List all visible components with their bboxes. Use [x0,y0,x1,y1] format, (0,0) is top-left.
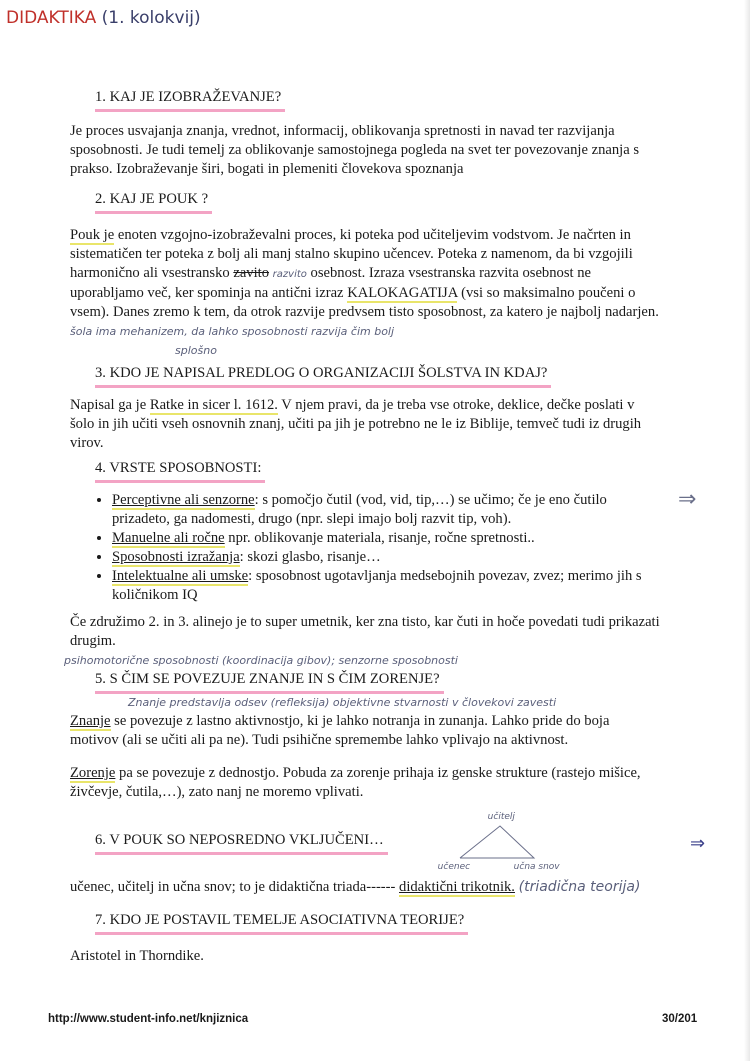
heading-7: 7. KDO JE POSTAVIL TEMELJE ASOCIATIVNA TEORIJE? [95,911,468,935]
term-pouk: Pouk je [70,227,115,243]
list-item [112,491,660,529]
list-item [112,548,660,567]
triangle-label-top: učitelj [487,812,515,822]
paragraph-6 [70,878,740,897]
list-item [112,567,660,605]
title-note: (1. kolokvij) [101,8,201,28]
list-item [112,529,660,548]
term-znanje: Znanje [70,713,111,729]
text: : s pomočjo čutil (vod, vid, tip,…) se učimo; če je eno čutilo prizadeto, ga nadomesti, drugo (npr. slepi imajo bolj razvit tip, voh). [112,492,607,527]
text: učenec, učitelj in učna snov; to je didaktična triada------ [70,879,400,895]
hand-note: (triadična teorija) [518,879,641,895]
title-subject: DIDAKTIKA [6,8,97,28]
term: Intelektualne ali umske [112,568,249,584]
term: Sposobnosti izražanja [112,549,240,565]
term-kalokagatija: KALOKAGATIJA [347,285,458,301]
paragraph-4: Če združimo 2. in 3. alinejo je to super umetnik, ker zna tisto, kar čuti in hoče povedati tudi prikazati drugim. [70,614,660,649]
hand-note: psihomotorične sposobnosti (koordinacija gibov); senzorne sposobnosti [64,654,458,667]
struck-word: zavito [233,265,270,281]
section-6-header [0,812,750,874]
term-zorenje: Zorenje [70,765,116,781]
heading-1: 1. KAJ JE IZOBRAŽEVANJE? [95,88,285,112]
page-number: 30/201 [662,1013,698,1025]
heading-6: 6. V POUK SO NEPOSREDNO VKLJUČENI… [95,831,388,855]
abilities-list [70,491,660,605]
text: osebnost. Izraza vsestranska razvita osebnost ne uporabljamo več, ker spominja na antični izraz [70,265,591,301]
term: Perceptivne ali senzorne [112,492,255,508]
text: : sposobnost ugotavljanja medsebojnih povezav, zvez; merimo jih s količnikom IQ [112,568,642,603]
arrow-icon: ⇒ [678,486,697,511]
text: Napisal ga je [70,397,150,413]
paragraph-5b [70,764,660,802]
text: V njem pravi, da je treba vse otroke, deklice, dečke poslati v šolo in jih učiti vseh osnovnih znanj, učiti pa jih je potrebno ne le iz Biblije, temveč tudi iz drugih virov. [70,397,642,451]
didactic-triangle-diagram [438,812,568,874]
hand-note: Znanje predstavlja odsev (refleksija) objektivne stvarnosti v človekovi zavesti [128,696,557,709]
section-4 [0,459,750,668]
triangle-label-right: učna snov [513,862,560,872]
heading-5: 5. S ČIM SE POVEZUJE ZNANJE IN S ČIM ZORENJE? [95,670,444,694]
text: se povezuje z lastno aktivnostjo, ki je lahko notranja in zunanja. Lahko pride do boja motivov (ali se učiti ali pa ne). Tudi psihične spremembe lahko vplivajo na aktivnost. [70,713,610,748]
text: (vsi so maksimalno poučeni o vsem). Danes zremo k tem, da otrok razvije predvsem tisto sposobnost, za katero je najbolj nadarjen. [70,285,659,320]
arrow-icon: ⇒ [690,833,706,853]
term-didakticni-trikotnik: didaktični trikotnik. [399,879,515,895]
hand-correction: razvito [272,269,307,280]
heading-2: 2. KAJ JE POUK ? [95,190,212,214]
text: npr. oblikovanje materiala, risanje, ročne spretnosti.. [224,530,535,546]
paragraph-7: Aristotel in Thorndike. [70,948,204,964]
text: pa se povezuje z dednostjo. Pobuda za zorenje prihaja iz genske strukture (rastejo mišice, živčevje, čutila,…), zato nanj ne moremo vplivati. [70,765,641,800]
footer-url: http://www.student-info.net/knjiznica [48,1013,249,1025]
paragraph-1: Je proces usvajanja znanja, vrednot, informacij, oblikovanja spretnosti in navad ter razvijanja sposobnosti. Je tudi temelj za oblikovanje samostojnega pogleda na svet ter povezovanje znanja s prakso. Izobraževanje širi, bogati in plemeniti človekova spoznanja [70,123,640,177]
hand-note-2: splošno [175,344,217,357]
text: enoten vzgojno-izobraževalni proces, ki poteka pod učiteljevim vodstvom. Je načrten in sistematičen ter poteka z bolj ali manj stalno skupino učencev. Poteka z namenom, da bi vzgojili harmonično ali vsestransko [70,227,633,281]
paragraph-5a [70,712,660,750]
paragraph-3 [70,396,660,453]
term-ratke: Ratke in sicer l. 1612. [149,397,278,413]
term: Manuelne ali ročne [112,530,225,546]
page-title [6,6,750,30]
text: : skozi glasbo, risanje… [239,549,381,565]
heading-3: 3. KDO JE NAPISAL PREDLOG O ORGANIZACIJI ŠOLSTVA IN KDAJ? [95,364,551,388]
hand-note: šola ima mehanizem, da lahko sposobnosti razvija čim bolj [70,325,395,338]
triangle-label-left: učenec [437,862,471,872]
paragraph-2 [70,226,660,360]
heading-4: 4. VRSTE SPOSOBNOSTI: [95,459,265,483]
